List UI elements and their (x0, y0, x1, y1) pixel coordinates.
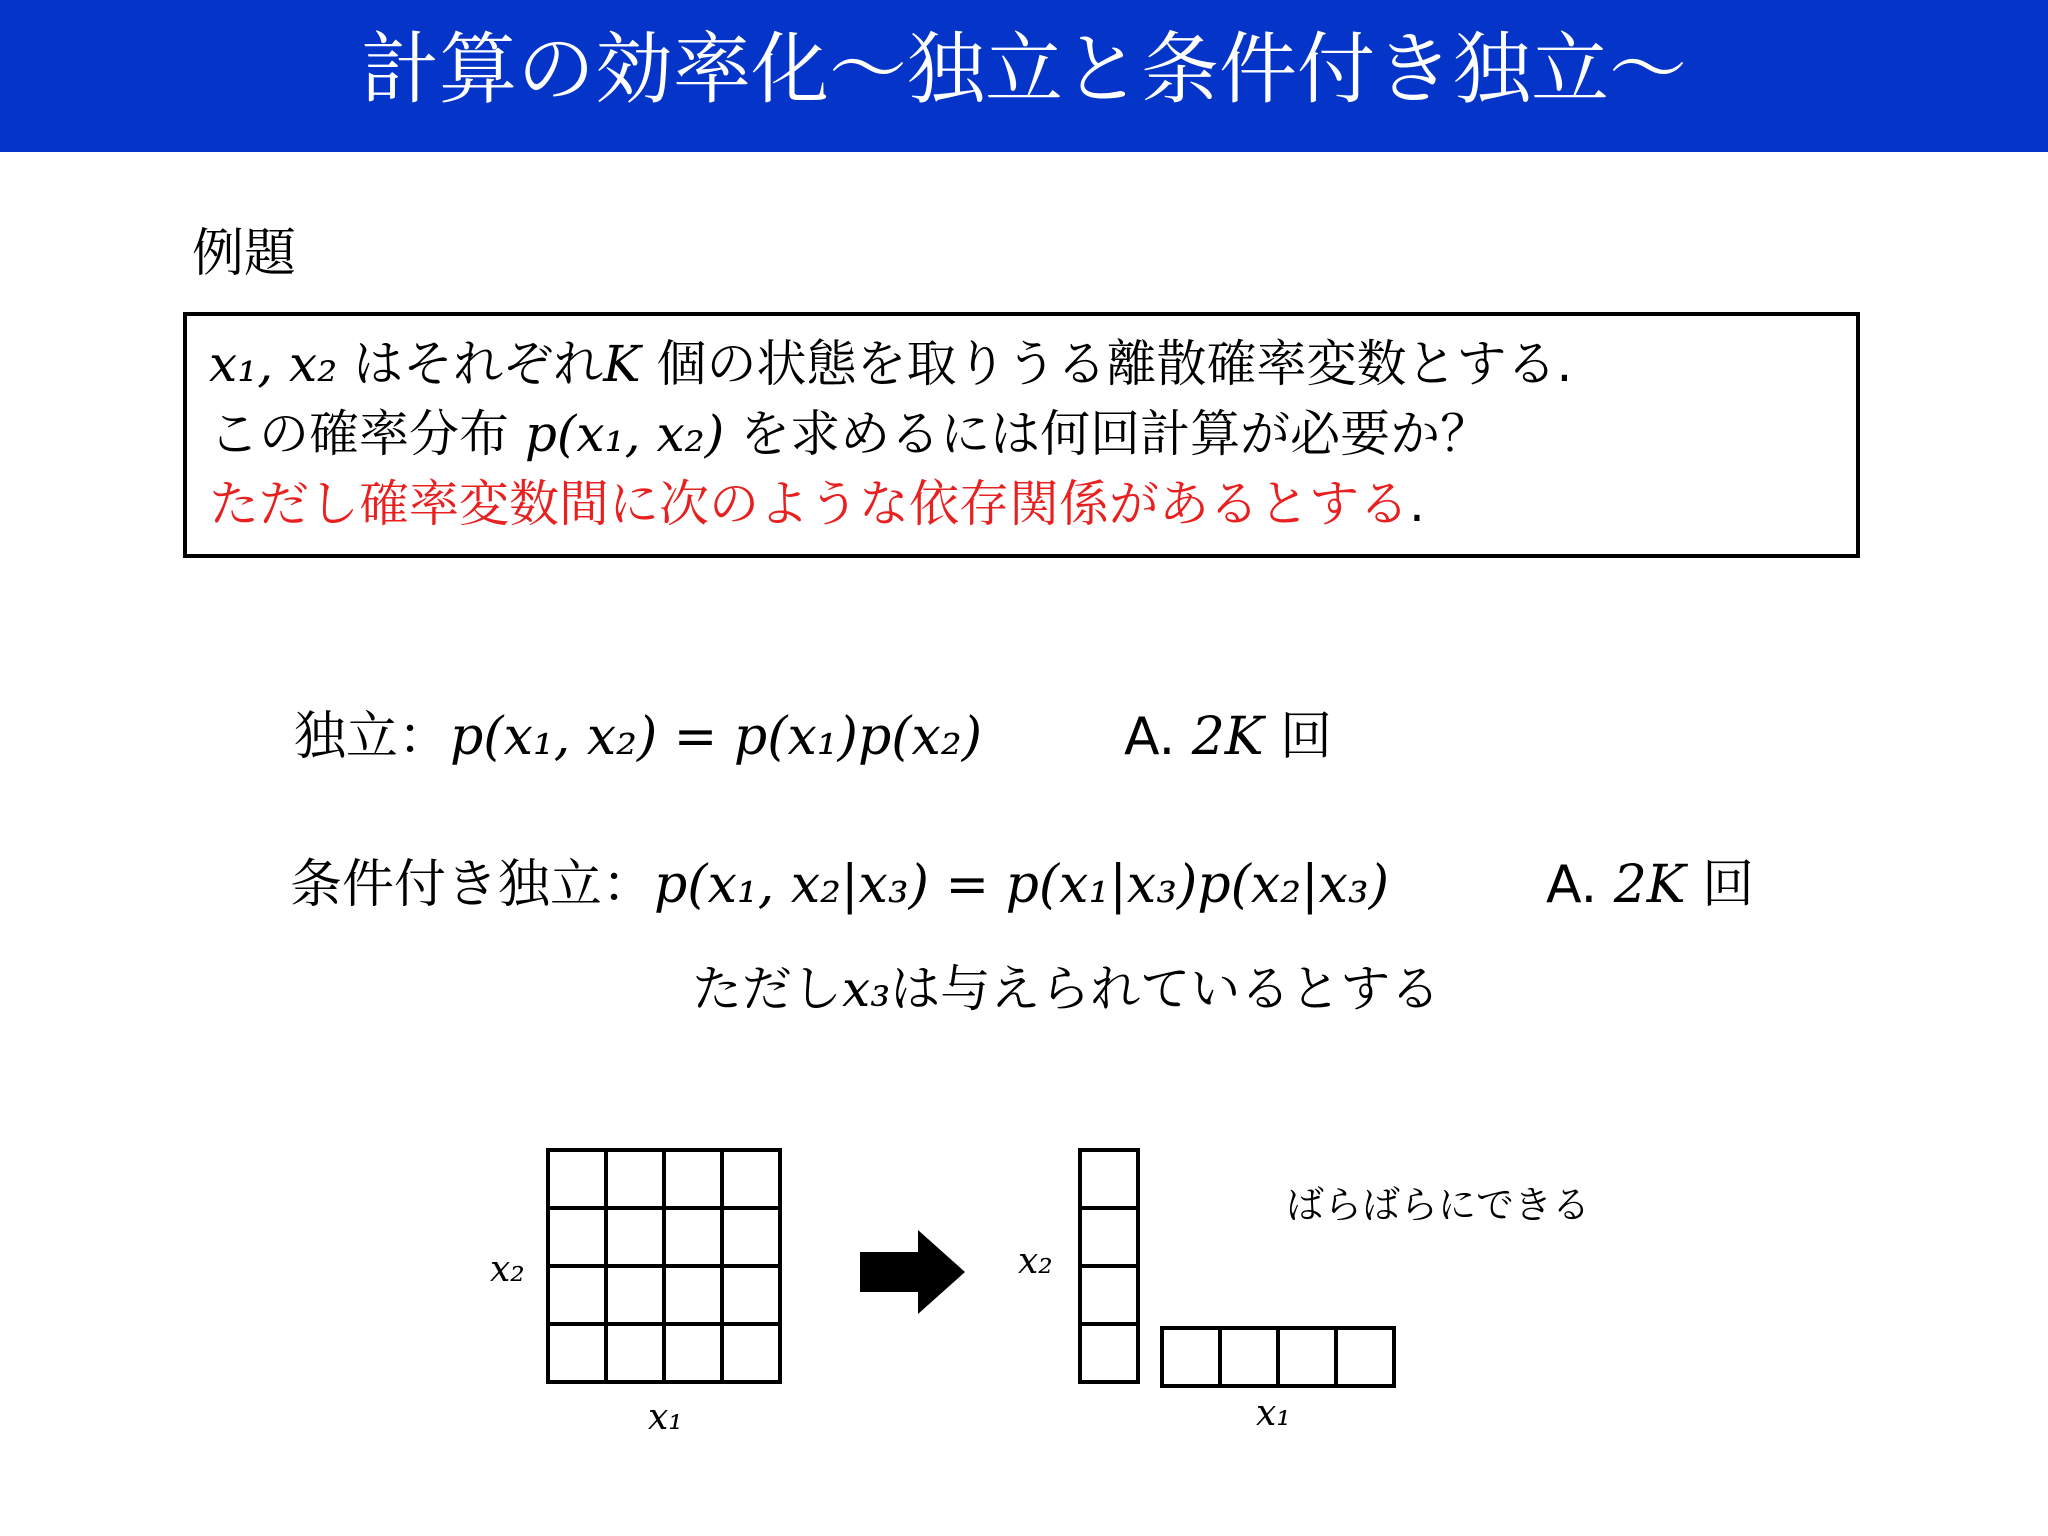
x1-row-grid (1162, 1328, 1394, 1386)
problem-line-1-text-a: はそれぞれ (337, 335, 604, 393)
grid-cell (664, 1266, 722, 1324)
problem-line-3 (209, 472, 1425, 536)
problem-line-3-dot: . (1409, 475, 1425, 533)
conditional-answer-math: 2K (1613, 855, 1686, 915)
separable-caption: ばらばらにできる (1286, 1183, 1591, 1227)
conditional-note-math: x₃ (842, 960, 891, 1018)
conditional-answer-prefix: A. (1546, 855, 1598, 915)
independence-answer (1124, 702, 1332, 772)
conditional-answer-suffix: 回 (1685, 855, 1755, 915)
grid-cell (664, 1324, 722, 1382)
independence-row (294, 702, 982, 772)
independence-answer-math: 2K (1191, 707, 1264, 767)
conditional-note-b: は与えられているとする (890, 960, 1441, 1018)
math-k: K (603, 335, 641, 393)
grid-cell (606, 1266, 664, 1324)
column-cell (1080, 1266, 1138, 1324)
row-cell (1336, 1328, 1394, 1386)
grid-cell (548, 1324, 606, 1382)
grid-cell (548, 1150, 606, 1208)
row-cell (1220, 1328, 1278, 1386)
left-grid-x1-label: x₁ (648, 1397, 683, 1438)
independence-answer-prefix: A. (1124, 707, 1176, 767)
title-bar (0, 0, 2048, 152)
grid-cell (606, 1208, 664, 1266)
column-cell (1080, 1324, 1138, 1382)
row-cell (1278, 1328, 1336, 1386)
column-cell (1080, 1208, 1138, 1266)
problem-line-2 (209, 402, 1490, 466)
grid-cell (722, 1150, 780, 1208)
problem-box (183, 312, 1860, 558)
grid-diagram (0, 1100, 2048, 1536)
grid-cell (664, 1208, 722, 1266)
conditional-formula: p(x₁, x₂|x₃) = p(x₁|x₃)p(x₂|x₃) (654, 855, 1390, 915)
joint-grid (548, 1150, 780, 1382)
math-p-x1-x2: p(x₁, x₂) (524, 405, 725, 463)
problem-line-2-text-b: を求めるには何回計算が必要か？ (724, 405, 1491, 463)
grid-cell (606, 1150, 664, 1208)
problem-line-3-text: ただし確率変数間に次のような依存関係があるとする (209, 475, 1409, 533)
independence-label: 独立： (294, 707, 451, 767)
problem-line-1 (209, 332, 1572, 396)
conditional-row (290, 850, 1389, 920)
row-cell (1162, 1328, 1220, 1386)
column-cell (1080, 1150, 1138, 1208)
conditional-label: 条件付き独立： (290, 855, 655, 915)
conditional-answer (1546, 850, 1754, 920)
left-grid-x2-label: x₂ (490, 1249, 525, 1290)
independence-answer-suffix: 回 (1263, 707, 1333, 767)
grid-cell (664, 1150, 722, 1208)
right-grid-x1-label: x₁ (1256, 1393, 1291, 1434)
conditional-note (692, 954, 1440, 1024)
grid-cell (606, 1324, 664, 1382)
right-grid-x2-label: x₂ (1018, 1241, 1053, 1282)
slide-title: 計算の効率化〜独立と条件付き独立〜 (360, 25, 1687, 115)
grid-cell (548, 1208, 606, 1266)
grid-cell (548, 1266, 606, 1324)
problem-line-1-text-b: 個の状態を取りうる離散確率変数とする. (640, 335, 1573, 393)
independence-formula: p(x₁, x₂) = p(x₁)p(x₂) (450, 707, 982, 767)
grid-cell (722, 1208, 780, 1266)
math-x1-x2: x₁, x₂ (209, 335, 338, 393)
problem-line-2-text-a: この確率分布 (209, 405, 525, 463)
x2-column-grid (1080, 1150, 1138, 1382)
conditional-note-a: ただし (692, 960, 842, 1018)
example-label: 例題 (192, 224, 297, 284)
right-arrow-icon (860, 1230, 965, 1314)
grid-cell (722, 1324, 780, 1382)
grid-cell (722, 1266, 780, 1324)
